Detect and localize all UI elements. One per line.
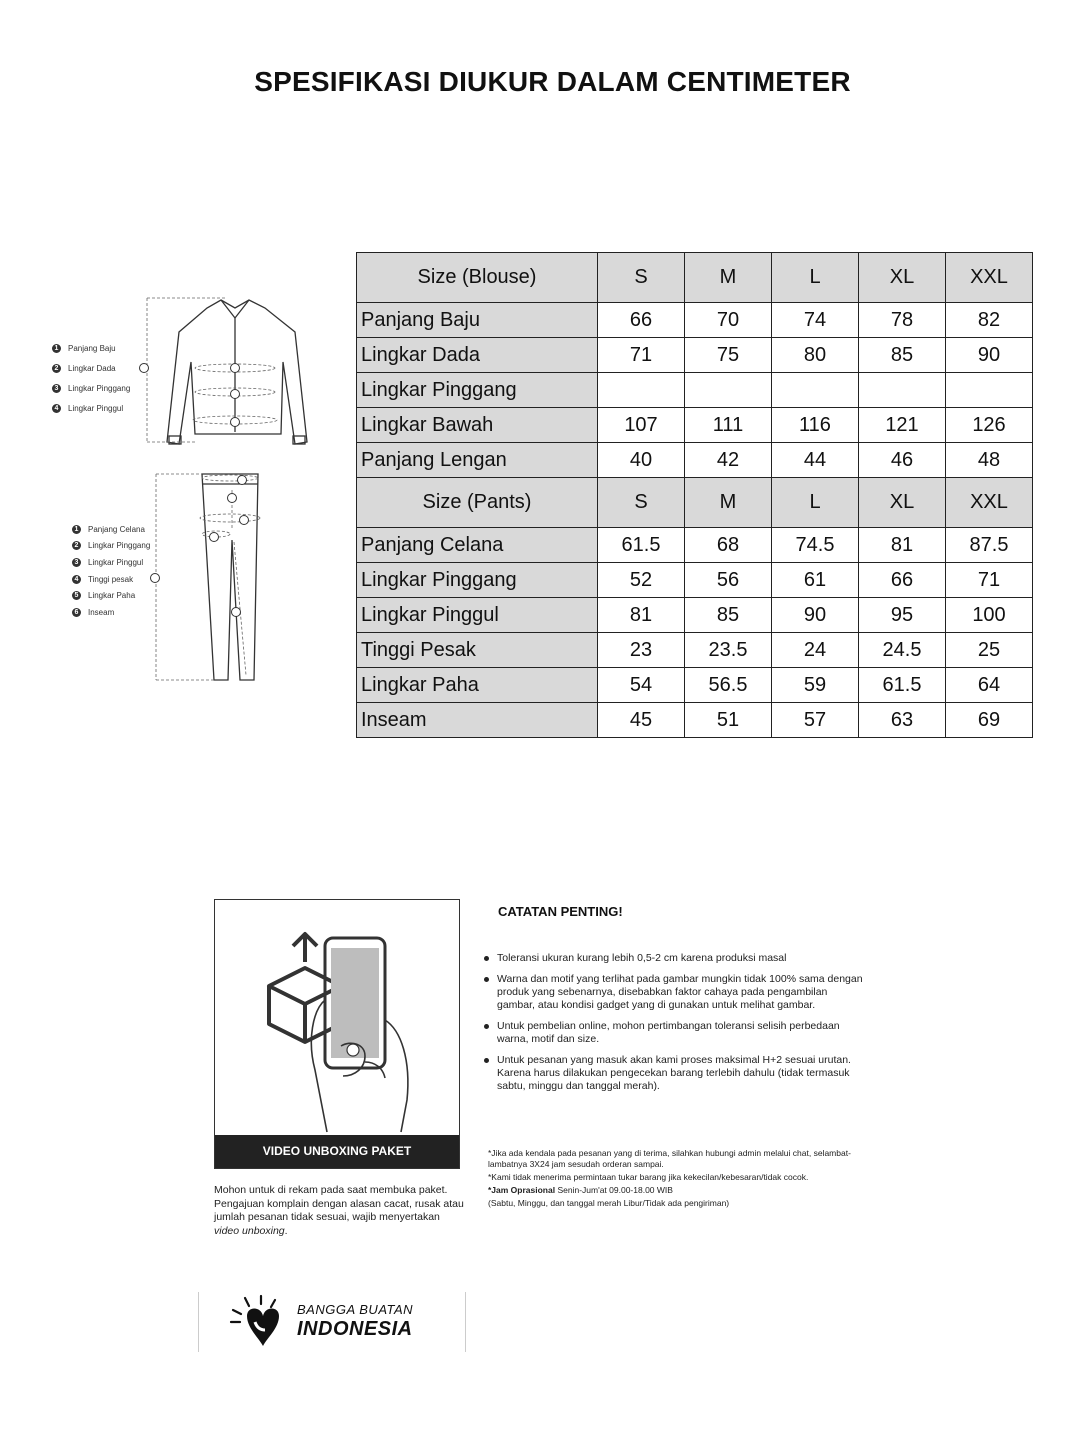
footnote-3-label: *Jam Oprasional [488,1185,556,1195]
table-cell: 25 [946,633,1033,668]
legend-item [72,538,150,555]
header-label: Size (Pants) [357,478,598,528]
table-cell [946,373,1033,408]
table-cell: 71 [946,563,1033,598]
pants-diagram [150,470,270,685]
legend-item [52,398,130,418]
table-cell: 80 [772,338,859,373]
table-cell: 85 [859,338,946,373]
table-row [357,563,1033,598]
header-size: S [598,253,685,303]
legend-label: Lingkar Paha [88,591,136,601]
legend-item [72,604,150,621]
table-cell: 100 [946,598,1033,633]
legend-number: 4 [72,575,81,584]
pants-legend [72,521,150,621]
legend-number: 5 [72,591,81,600]
table-row [357,373,1033,408]
table-cell: 66 [598,303,685,338]
table-cell: 71 [598,338,685,373]
catatan-item: Warna dan motif yang terlihat pada gambar mungkin tidak 100% sama dengan produk yang sebenarnya, disebabkan faktor cahaya pada pengambilan gambar, atau kondisi gadget yang di gunakan untuk melihat gambar. [483,973,865,1012]
table-cell: 85 [685,598,772,633]
row-label: Lingkar Pinggul [357,598,598,633]
table-row [357,303,1033,338]
legend-number: 1 [72,525,81,534]
table-cell: 68 [685,528,772,563]
header-size: L [772,478,859,528]
header-size: XXL [946,253,1033,303]
row-label: Panjang Lengan [357,443,598,478]
legend-number: 3 [52,384,61,393]
table-cell: 95 [859,598,946,633]
heart-logo-icon [223,1292,303,1352]
table-cell: 87.5 [946,528,1033,563]
table-cell: 23.5 [685,633,772,668]
table-cell: 61 [772,563,859,598]
table-cell: 63 [859,703,946,738]
footnotes [488,1148,878,1211]
table-cell: 24 [772,633,859,668]
table-cell: 90 [772,598,859,633]
row-label: Inseam [357,703,598,738]
legend-item [52,378,130,398]
table-cell: 78 [859,303,946,338]
catatan-list [483,952,865,1101]
unboxing-bar-label: VIDEO UNBOXING PAKET [215,1135,459,1168]
row-label: Panjang Celana [357,528,598,563]
legend-number: 6 [72,608,81,617]
legend-item [72,521,150,538]
table-cell: 24.5 [859,633,946,668]
table-cell: 74 [772,303,859,338]
table-cell: 56.5 [685,668,772,703]
legend-label: Tinggi pesak [88,574,134,584]
table-cell: 45 [598,703,685,738]
header-size: M [685,478,772,528]
table-cell: 61.5 [859,668,946,703]
row-label: Lingkar Paha [357,668,598,703]
legend-number: 3 [72,558,81,567]
table-cell: 75 [685,338,772,373]
unboxing-illustration [215,900,459,1135]
legend-number: 4 [52,404,61,413]
table-cell: 107 [598,408,685,443]
table-cell: 48 [946,443,1033,478]
legend-number: 2 [72,541,81,550]
table-cell: 66 [859,563,946,598]
table-cell: 126 [946,408,1033,443]
table-row [357,633,1033,668]
table-cell: 90 [946,338,1033,373]
legend-label: Lingkar Pinggul [88,557,144,567]
table-cell: 116 [772,408,859,443]
table-row [357,408,1033,443]
caption-emphasis: video unboxing [214,1224,285,1237]
table-header-row [357,253,1033,303]
legend-label: Panjang Celana [88,524,145,534]
header-size: XXL [946,478,1033,528]
legend-number: 1 [52,344,61,353]
caption-end: . [284,1224,288,1237]
footnote-3-hours: Senin-Jum'at 09.00-18.00 WIB [555,1185,673,1195]
table-cell: 54 [598,668,685,703]
header-size: XL [859,478,946,528]
table-row [357,598,1033,633]
brand-block [198,1292,466,1352]
table-cell: 44 [772,443,859,478]
table-cell: 52 [598,563,685,598]
table-cell: 61.5 [598,528,685,563]
unboxing-caption [214,1184,464,1238]
header-size: M [685,253,772,303]
size-table [356,252,1033,738]
legend-label: Lingkar Pinggang [88,541,151,551]
catatan-item: Toleransi ukuran kurang lebih 0,5-2 cm karena produksi masal [483,952,865,965]
row-label: Lingkar Bawah [357,408,598,443]
blouse-legend [52,338,130,418]
legend-number: 2 [52,364,61,373]
table-cell: 23 [598,633,685,668]
blouse-diagram [135,292,315,452]
table-cell: 57 [772,703,859,738]
header-label: Size (Blouse) [357,253,598,303]
legend-item [72,554,150,571]
table-cell [772,373,859,408]
table-cell: 40 [598,443,685,478]
header-size: XL [859,253,946,303]
table-row [357,338,1033,373]
table-cell [859,373,946,408]
brand-line1: BANGGA BUATAN [297,1302,414,1317]
table-cell [598,373,685,408]
table-row [357,668,1033,703]
table-cell: 74.5 [772,528,859,563]
table-row [357,528,1033,563]
table-header-row [357,478,1033,528]
legend-item [72,587,150,604]
legend-label: Lingkar Dada [68,363,116,373]
footnote-3 [488,1185,878,1196]
footnote-2: *Kami tidak menerima permintaan tukar barang jika kekecilan/kebesaran/tidak cocok. [488,1172,809,1182]
footnote-4: (Sabtu, Minggu, dan tanggal merah Libur/Tidak ada pengiriman) [488,1198,730,1208]
table-cell: 56 [685,563,772,598]
page-title: SPESIFIKASI DIUKUR DALAM CENTIMETER [254,66,851,97]
footnote-1: *Jika ada kendala pada pesanan yang di terima, silahkan hubungi admin melalui chat, selambat-lambatnya 3X24 jam sesudah orderan sampai. [488,1148,851,1169]
catatan-item: Untuk pembelian online, mohon pertimbangan toleransi selisih perbedaan warna, motif dan size. [483,1020,865,1046]
legend-label: Lingkar Pinggul [68,403,124,413]
table-cell [685,373,772,408]
table-cell: 111 [685,408,772,443]
row-label: Panjang Baju [357,303,598,338]
catatan-title: CATATAN PENTING! [498,904,623,919]
table-cell: 64 [946,668,1033,703]
legend-item [52,358,130,378]
table-row [357,443,1033,478]
table-cell: 59 [772,668,859,703]
legend-item [72,571,150,588]
table-cell: 81 [859,528,946,563]
table-cell: 51 [685,703,772,738]
brand-line2: INDONESIA [297,1318,413,1340]
caption-main: Mohon untuk di rekam pada saat membuka paket. Pengajuan komplain dengan alasan cacat, rusak atau jumlah pesanan tidak sesuai, wajib menyertakan [214,1184,464,1223]
legend-label: Lingkar Pinggang [68,383,131,393]
row-label: Lingkar Pinggang [357,373,598,408]
unboxing-panel [214,899,460,1169]
catatan-item: Untuk pesanan yang masuk akan kami proses maksimal H+2 sesuai urutan. Karena harus dilakukan pengecekan barang terlebih dahulu (tidak termasuk sabtu, minggu dan tanggal merah). [483,1054,865,1093]
table-cell: 81 [598,598,685,633]
row-label: Lingkar Dada [357,338,598,373]
table-cell: 82 [946,303,1033,338]
table-row [357,703,1033,738]
row-label: Lingkar Pinggang [357,563,598,598]
legend-label: Inseam [88,607,115,617]
row-label: Tinggi Pesak [357,633,598,668]
table-cell: 70 [685,303,772,338]
table-cell: 121 [859,408,946,443]
table-cell: 42 [685,443,772,478]
legend-item [52,338,130,358]
legend-label: Panjang Baju [68,343,116,353]
table-cell: 69 [946,703,1033,738]
header-size: L [772,253,859,303]
table-cell: 46 [859,443,946,478]
header-size: S [598,478,685,528]
